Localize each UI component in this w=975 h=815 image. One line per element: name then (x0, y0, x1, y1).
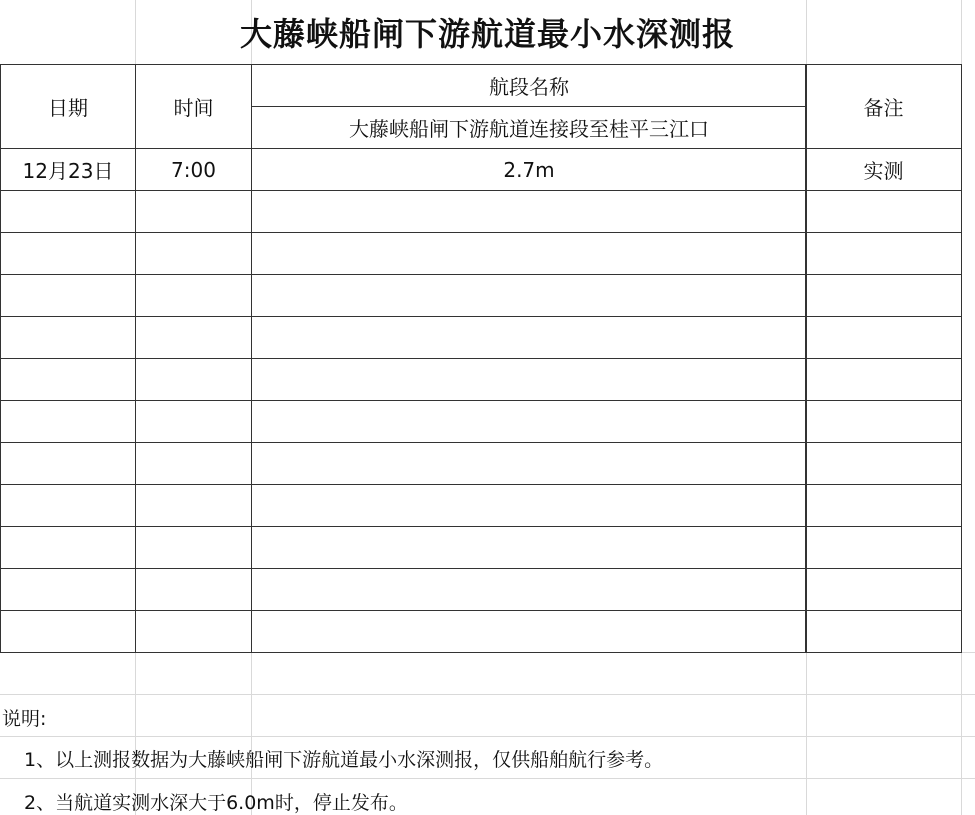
table-row (1, 233, 807, 275)
cell-date[interactable] (1, 485, 136, 527)
cell-date[interactable] (1, 359, 136, 401)
table-row (806, 317, 962, 359)
cell-remark[interactable] (806, 401, 962, 443)
cell-date[interactable] (1, 443, 136, 485)
grid-line (0, 736, 975, 737)
cell-remark[interactable] (806, 485, 962, 527)
table-row (806, 149, 962, 191)
cell-remark[interactable] (806, 611, 962, 653)
header-remark[interactable]: 备注 (806, 65, 962, 149)
cell-time[interactable]: 7:00 (136, 149, 252, 191)
table-row (1, 401, 807, 443)
cell-depth[interactable]: 2.7m (252, 149, 807, 191)
cell-time[interactable] (136, 485, 252, 527)
depth-report-table (0, 64, 807, 653)
note-item-1: 1、以上测报数据为大藤峡船闸下游航道最小水深测报，仅供船舶航行参考。 (24, 749, 664, 771)
cell-time[interactable] (136, 569, 252, 611)
cell-remark[interactable]: 实测 (806, 149, 962, 191)
cell-remark[interactable] (806, 527, 962, 569)
notes-label: 说明: (2, 708, 47, 730)
header-segment-group[interactable]: 航段名称 (252, 65, 807, 107)
table-row (806, 527, 962, 569)
cell-date[interactable] (1, 401, 136, 443)
cell-time[interactable] (136, 401, 252, 443)
cell-depth[interactable] (252, 401, 807, 443)
grid-line (0, 694, 975, 695)
remark-column-table (805, 64, 962, 653)
table-row (1, 191, 807, 233)
cell-date[interactable]: 12月23日 (1, 149, 136, 191)
table-row (806, 611, 962, 653)
cell-depth[interactable] (252, 275, 807, 317)
table-row (1, 317, 807, 359)
header-time[interactable]: 时间 (136, 65, 252, 149)
table-row (806, 485, 962, 527)
table-row (806, 233, 962, 275)
table-row (1, 359, 807, 401)
table-row (1, 443, 807, 485)
table-row (1, 485, 807, 527)
cell-time[interactable] (136, 443, 252, 485)
header-date[interactable]: 日期 (1, 65, 136, 149)
cell-time[interactable] (136, 317, 252, 359)
cell-date[interactable] (1, 317, 136, 359)
cell-depth[interactable] (252, 443, 807, 485)
cell-date[interactable] (1, 191, 136, 233)
table-row (1, 275, 807, 317)
cell-depth[interactable] (252, 233, 807, 275)
cell-date[interactable] (1, 569, 136, 611)
cell-time[interactable] (136, 527, 252, 569)
table-row (806, 443, 962, 485)
cell-depth[interactable] (252, 191, 807, 233)
cell-remark[interactable] (806, 359, 962, 401)
table-row (1, 611, 807, 653)
table-row (806, 275, 962, 317)
cell-remark[interactable] (806, 233, 962, 275)
cell-time[interactable] (136, 359, 252, 401)
cell-time[interactable] (136, 191, 252, 233)
cell-depth[interactable] (252, 611, 807, 653)
cell-remark[interactable] (806, 275, 962, 317)
cell-time[interactable] (136, 611, 252, 653)
cell-date[interactable] (1, 527, 136, 569)
cell-remark[interactable] (806, 569, 962, 611)
table-row (1, 569, 807, 611)
cell-remark[interactable] (806, 317, 962, 359)
cell-date[interactable] (1, 611, 136, 653)
cell-depth[interactable] (252, 527, 807, 569)
cell-date[interactable] (1, 233, 136, 275)
cell-remark[interactable] (806, 443, 962, 485)
cell-time[interactable] (136, 233, 252, 275)
cell-depth[interactable] (252, 317, 807, 359)
table-row (1, 149, 807, 191)
cell-remark[interactable] (806, 191, 962, 233)
cell-time[interactable] (136, 275, 252, 317)
header-segment[interactable]: 大藤峡船闸下游航道连接段至桂平三江口 (252, 107, 807, 149)
cell-depth[interactable] (252, 569, 807, 611)
page-title: 大藤峡船闸下游航道最小水深测报 (239, 15, 735, 53)
table-row (806, 191, 962, 233)
cell-depth[interactable] (252, 485, 807, 527)
grid-line (0, 778, 975, 779)
note-item-2: 2、当航道实测水深大于6.0m时，停止发布。 (24, 792, 408, 814)
table-row (806, 569, 962, 611)
table-row (806, 401, 962, 443)
cell-date[interactable] (1, 275, 136, 317)
cell-depth[interactable] (252, 359, 807, 401)
table-row (806, 359, 962, 401)
table-row (1, 527, 807, 569)
